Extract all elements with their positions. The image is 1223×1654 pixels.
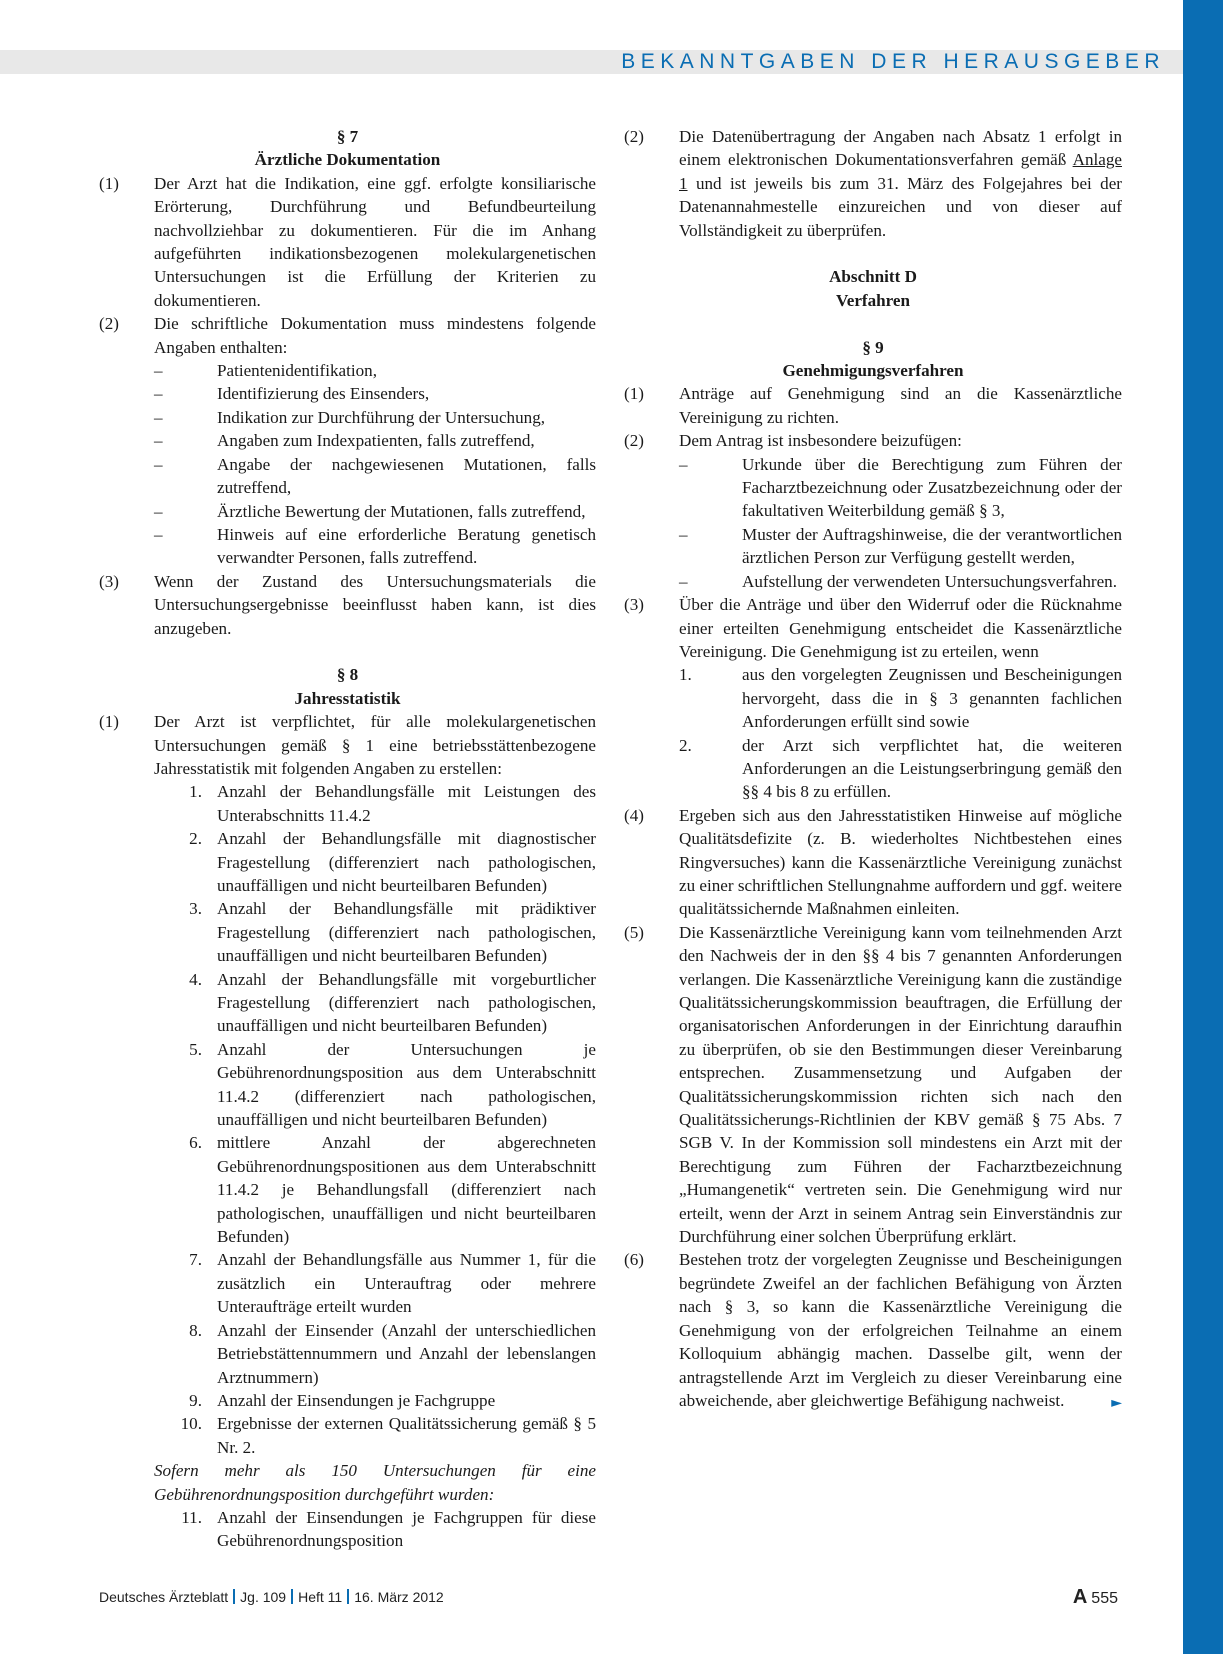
page-prefix: A (1072, 1586, 1088, 1608)
dash-marker: – (154, 501, 163, 521)
list-item (679, 523, 1122, 570)
s9-numbered-list (679, 663, 1122, 803)
s9-paragraph-6 (624, 1248, 1122, 1415)
s8-paragraph-1 (99, 710, 596, 780)
dash-marker: – (154, 384, 163, 404)
paragraph-text: Der Arzt hat die Indikation, eine ggf. erfolgte konsiliarische Erörterung, Durchführung und Befundbeurteilung nachvollziehbar zu dokumentieren. Für die im Anhang aufgeführten indikationsbezogenen molekulargenetischen Untersuchungen ist die Erfüllung der Kriterien zu dokumentieren. (154, 173, 596, 310)
item-number: 10. (180, 1414, 202, 1434)
list-item-text: Anzahl der Einsender (Anzahl der unterschiedlichen Betriebstättennummern und Anzahl der lebenslangen Arztnummern) (217, 1320, 596, 1387)
dash-marker: – (154, 454, 163, 474)
s8-numbered-list (154, 780, 596, 1459)
item-number: 9. (189, 1390, 202, 1410)
list-item-text: Patientenidentifikation, (217, 361, 377, 381)
paragraph-number: (2) (624, 127, 644, 146)
section-9-title: Genehmigungsverfahren (782, 361, 964, 381)
paragraph-text (679, 125, 1122, 242)
item-number: 2. (189, 829, 202, 849)
s7-paragraph-1 (99, 172, 596, 312)
s8-paragraph-2 (624, 125, 1122, 242)
paragraph-text: Die Kassenärztliche Vereinigung kann vom teilnehmenden Arzt den Nachweis der in den §§ 4 bis 7 genannten Anforderungen verlangen. Die Kassenärztliche Vereinigung kann die zuständige Qualitätssicherungskommission beauftragen, die Erfüllung der organisatorischen Anforderungen in der Einrichtung daraufhin zu überprüfen, ob sie den Bestimmungen dieser Vereinbarung entsprechen. Zusammensetzung und Aufgaben der Qualitätssicherungskommission richten sich nach den Qualitätssicherungs-Richtlinien der KBV gemäß § 75 Abs. 7 SGB V. In der Kommission soll mindestens ein Arzt mit der Berechtigung zum Führen der Facharztbezeichnung „Humangenetik“ vertreten sein. Die Genehmigung wird nur erteilt, wenn der Arzt in seinem Antrag sein Einverständnis zur Durchführung einer solchen Überprüfung erklärt. (679, 922, 1122, 1247)
item-number: 4. (189, 969, 202, 989)
paragraph-text-b: und ist jeweils bis zum 31. März des Folgejahres bei der Datenannahmestelle einzureichen und von dieser auf Vollständigkeit zu überprüfen. (679, 173, 1122, 240)
item-number: 1. (189, 782, 202, 802)
s7-paragraph-3 (99, 570, 596, 640)
list-item-text: Anzahl der Einsendungen je Fachgruppe (217, 1390, 496, 1410)
list-item (154, 1506, 596, 1553)
list-item-text: mittlere Anzahl der abgerechneten Gebührenordnungspositionen aus dem Unterabschnitt 11.4.2 je Behandlungsfall (differenziert nach pathologischen, unauffälligen und nicht beurteilbaren Befunden) (217, 1133, 596, 1247)
dash-marker: – (679, 454, 688, 474)
section-8-heading: § 8 (336, 665, 359, 685)
paragraph-number: (1) (624, 384, 644, 404)
paragraph-text: Über die Anträge und über den Widerruf oder die Rücknahme einer erteilten Genehmigung entscheidet die Kassenärztliche Vereinigung. Die Genehmigung ist zu erteilen, wenn (679, 595, 1122, 661)
list-item (154, 406, 596, 429)
list-item (154, 780, 596, 827)
continue-arrow-icon: ► (1111, 1394, 1122, 1411)
dash-marker: – (679, 524, 688, 544)
paragraph-text (679, 1248, 1122, 1415)
list-item-text: Aufstellung der verwendeten Untersuchungsverfahren. (742, 571, 1117, 591)
list-item-text: Angabe der nachgewiesenen Mutationen, falls zutreffend, (217, 454, 596, 498)
paragraph-text: Anträge auf Genehmigung sind an die Kassenärztliche Vereinigung zu richten. (679, 384, 1122, 427)
list-item-text: Muster der Auftragshinweise, die der verantwortlichen ärztlichen Person zur Verfügung gestellt werden, (742, 524, 1122, 568)
s8-list-item-11 (154, 1506, 596, 1553)
list-item-text: Anzahl der Behandlungsfälle aus Nummer 1, für die zusätzlich ein Unterauftrag oder mehrere Unteraufträge erteilt wurden (217, 1250, 596, 1317)
s9-paragraph-2 (624, 429, 1122, 452)
journal-date: 16. März 2012 (354, 1589, 444, 1605)
list-item-text: Identifizierung des Einsenders, (217, 384, 430, 404)
paragraph-text: Wenn der Zustand des Untersuchungsmaterials die Untersuchungsergebnisse beeinflusst haben kann, ist dies anzugeben. (154, 571, 596, 638)
item-number: 8. (189, 1320, 202, 1340)
list-item (154, 1389, 596, 1412)
paragraph-number: (2) (99, 314, 119, 334)
list-item-text: Anzahl der Behandlungsfälle mit diagnostischer Fragestellung (differenziert nach pathologischen, unauffälligen und nicht beurteilbaren Befunden) (217, 829, 596, 895)
paragraph-number: (3) (99, 571, 119, 591)
list-item (154, 827, 596, 897)
list-item (154, 500, 596, 523)
list-item (154, 1319, 596, 1389)
list-item-text: Indikation zur Durchführung der Untersuchung, (217, 407, 546, 427)
paragraph-text: Die schriftliche Dokumentation muss mindestens folgende Angaben enthalten: (154, 314, 596, 357)
s9-paragraph-1 (624, 382, 1122, 429)
paragraph-number: (4) (624, 805, 644, 825)
left-column (99, 125, 596, 1553)
anlage-1-link[interactable]: Anlage 1 (679, 150, 1122, 193)
list-item (154, 1131, 596, 1248)
list-item-text: Anzahl der Behandlungsfälle mit Leistungen des Unterabschnitts 11.4.2 (217, 782, 596, 825)
page-number (1073, 1585, 1118, 1609)
abschnitt-heading: Abschnitt D (829, 267, 917, 287)
s7-dash-list (154, 359, 596, 570)
paragraph-text: Der Arzt ist verpflichtet, für alle molekulargenetischen Untersuchungen gemäß § 1 eine betriebsstättenbezogene Jahresstatistik mit folgenden Angaben zu erstellen: (154, 712, 596, 778)
footer-separator (347, 1589, 349, 1604)
list-item (679, 734, 1122, 804)
dash-marker: – (154, 407, 163, 427)
right-accent-bar (1183, 0, 1223, 1654)
journal-volume: Jg. 109 (240, 1589, 287, 1605)
list-item (154, 382, 596, 405)
footer-citation (99, 1585, 444, 1609)
paragraph-number: (5) (624, 922, 644, 942)
list-item-text: Urkunde über die Berechtigung zum Führen der Facharztbezeichnung oder Zusatzbezeichnung oder der fakultativen Weiterbildung gemäß § 3, (742, 454, 1122, 521)
item-number: 5. (189, 1039, 202, 1059)
paragraph-text: Ergeben sich aus den Jahresstatistiken Hinweise auf mögliche Qualitätsdefizite (z. B. wiederholtes Nichtbestehen eines Ringversuches) kann die Kassenärztliche Vereinigung zunächst zu einer schriftlichen Stellungnahme auffordern und ggf. weitere qualitätssichernde Maßnahmen einleiten. (679, 805, 1123, 919)
page-number-value: 555 (1091, 1590, 1118, 1607)
dash-marker: – (154, 361, 163, 381)
list-item-text: Anzahl der Einsendungen je Fachgruppen für diese Gebührenordnungsposition (217, 1507, 596, 1551)
item-number: 2. (679, 735, 692, 755)
section-7-title: Ärztliche Dokumentation (254, 150, 441, 170)
list-item (154, 1248, 596, 1318)
s7-paragraph-2 (99, 312, 596, 359)
list-item (154, 1412, 596, 1459)
footer-separator (233, 1589, 235, 1604)
list-item (679, 453, 1122, 523)
item-number: 7. (189, 1250, 202, 1270)
item-number: 6. (189, 1133, 202, 1153)
s9-paragraph-3 (624, 593, 1122, 663)
section-7-heading: § 7 (336, 127, 359, 146)
paragraph-text-a: Die Datenübertragung der Angaben nach Absatz 1 erfolgt in einem elektronischen Dokumentationsverfahren gemäß (679, 127, 1122, 170)
section-9-heading: § 9 (862, 337, 884, 357)
list-item (679, 663, 1122, 733)
paragraph-number: (1) (99, 173, 119, 193)
abschnitt-title: Verfahren (835, 290, 911, 310)
list-item-text: Hinweis auf eine erforderliche Beratung genetisch verwandter Personen, falls zutreffend. (217, 524, 596, 568)
paragraph-number: (6) (624, 1250, 644, 1270)
journal-issue: Heft 11 (298, 1589, 343, 1605)
paragraph-number: (3) (624, 595, 644, 615)
list-item-text: Anzahl der Behandlungsfälle mit vorgeburtlicher Fragestellung (differenziert nach pathologischen, unauffälligen und nicht beurteilbaren Befunden) (217, 969, 596, 1036)
list-item-text: Anzahl der Untersuchungen je Gebührenordnungsposition aus dem Unterabschnitt 11.4.2 (differenziert nach pathologischen, unauffälligen und nicht beurteilbaren Befunden) (217, 1039, 596, 1130)
list-item (154, 1038, 596, 1132)
item-number: 3. (189, 899, 202, 919)
list-item-text: der Arzt sich verpflichtet hat, die weiteren Anforderungen an die Leistungserbringung gemäß den §§ 4 bis 8 zu erfüllen. (742, 735, 1122, 802)
right-column (624, 125, 1122, 1415)
list-item (154, 453, 596, 500)
paragraph-number: (2) (624, 431, 644, 451)
list-item (154, 359, 596, 382)
paragraph-number: (1) (99, 712, 119, 732)
list-item (154, 429, 596, 452)
list-item-text: Anzahl der Behandlungsfälle mit prädiktiver Fragestellung (differenziert nach pathologischen, unauffälligen und nicht beurteilbaren Befunden) (217, 899, 596, 966)
dash-marker: – (154, 431, 163, 451)
list-item (154, 523, 596, 570)
list-item-text: Angaben zum Indexpatienten, falls zutreffend, (217, 431, 535, 451)
dash-marker: – (154, 524, 163, 544)
s9-paragraph-4 (624, 804, 1122, 921)
item-number: 1. (679, 665, 692, 685)
section-header-title: BEKANNTGABEN DER HERAUSGEBER (621, 50, 1165, 73)
list-item-text: Ergebnisse der externen Qualitätssicherung gemäß § 5 Nr. 2. (217, 1414, 596, 1457)
paragraph-6-text: Bestehen trotz der vorgelegten Zeugnisse und Bescheinigungen begründete Zweifel an der fachlichen Befähigung von Ärzten nach § 3, so kann die Kassenärztliche Vereinigung die Genehmigung von der erfolgreichen Teilnahme an einem Kolloquium abhängig machen. Dasselbe gilt, wenn der antragstellende Arzt im Vergleich zu dieser Vereinbarung eine abweichende, aber gleichwertige Befähigung nachweist. (679, 1250, 1122, 1410)
s9-paragraph-5 (624, 921, 1122, 1249)
journal-name: Deutsches Ärzteblatt (99, 1589, 229, 1605)
list-item-text: aus den vorgelegten Zeugnissen und Bescheinigungen hervorgeht, dass die in § 3 genannten fachlichen Anforderungen erfüllt sind sowie (742, 665, 1122, 732)
s8-italic-condition: Sofern mehr als 150 Untersuchungen für eine Gebührenordnungsposition durchgeführt wurden: (154, 1461, 596, 1504)
paragraph-text: Dem Antrag ist insbesondere beizufügen: (679, 431, 962, 451)
list-item (154, 968, 596, 1038)
list-item (154, 897, 596, 967)
list-item-text: Ärztliche Bewertung der Mutationen, falls zutreffend, (217, 501, 586, 521)
dash-marker: – (679, 571, 688, 591)
footer-separator (291, 1589, 293, 1604)
list-item (679, 570, 1122, 593)
section-8-title: Jahresstatistik (294, 688, 401, 708)
item-number: 11. (181, 1507, 202, 1527)
s9-dash-list (679, 453, 1122, 593)
